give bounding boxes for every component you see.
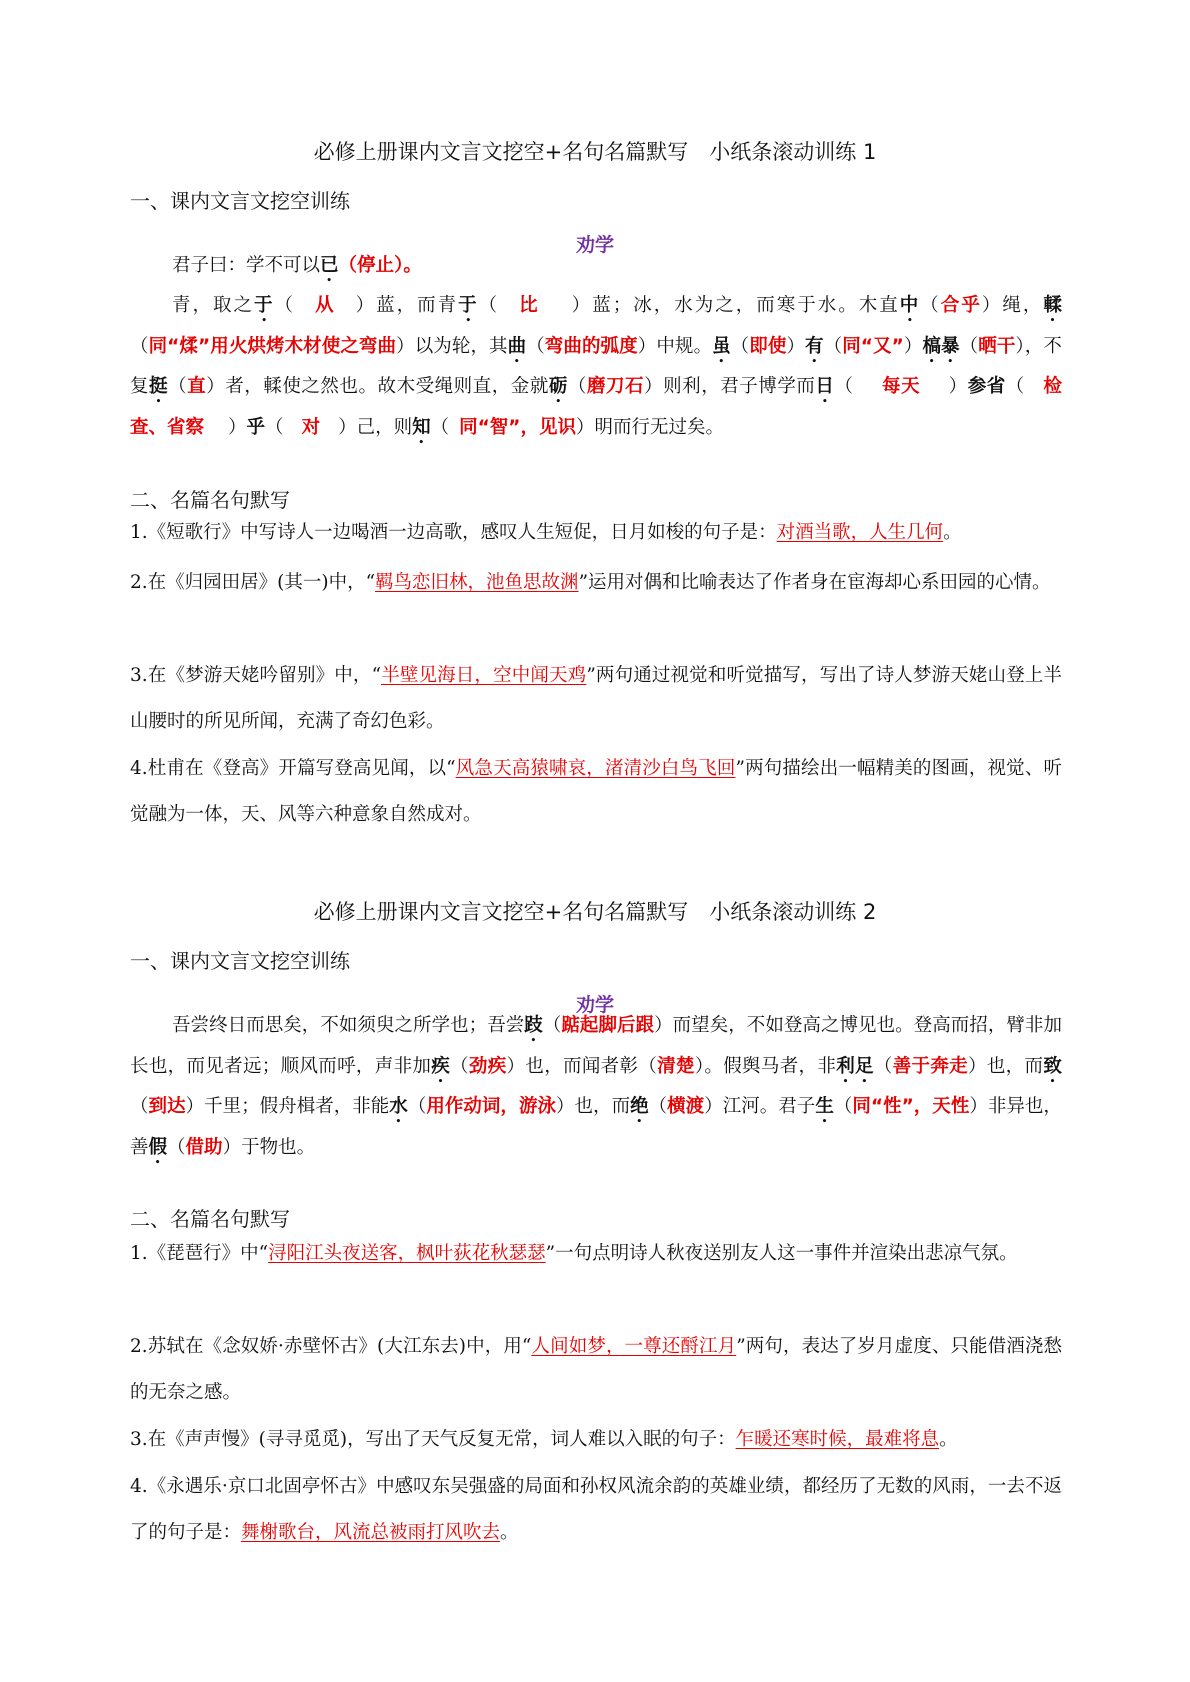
doc2-question-2: 2.苏轼在《念奴娇·赤壁怀古》(大江东去)中，用“人间如梦，一尊还酹江月”两句，表达了岁月虚度、只能借酒浇愁的无奈之感。 bbox=[130, 1336, 1062, 1403]
doc1-question-4: 4.杜甫在《登高》开篇写登高见闻，以“风急天高猿啸哀，渚清沙白鸟飞回”两句描绘出一幅精美的图画，视觉、听觉融为一体，天、风等六种意象自然成对。 bbox=[130, 758, 1062, 825]
answer-fill: 浔阳江头夜送客，枫叶荻花秋瑟瑟 bbox=[268, 1243, 546, 1264]
doc2-question-1: 1.《琵琶行》中“浔阳江头夜送客，枫叶荻花秋瑟瑟”一句点明诗人秋夜送别友人这一事件并渲染出悲凉气氛。 bbox=[130, 1243, 1018, 1264]
answer-fill: 人间如梦，一尊还酹江月 bbox=[531, 1336, 737, 1357]
answer-fill: 舞榭歌台，风流总被雨打风吹去 bbox=[241, 1522, 501, 1543]
doc2-section2-heading: 二、名篇名句默写 bbox=[130, 1207, 290, 1231]
doc2-section1-heading: 一、课内文言文挖空训练 bbox=[130, 949, 350, 973]
doc2-question-4: 4.《永遇乐·京口北固亭怀古》中感叹东吴强盛的局面和孙权风流余韵的英雄业绩，都经历了无数的风雨，一去不返了的句子是：舞榭歌台，风流总被雨打风吹去。 bbox=[130, 1476, 1062, 1543]
doc1-title: 必修上册课内文言文挖空+名句名篇默写 小纸条滚动训练 1 bbox=[313, 140, 877, 164]
answer-fill: 风急天高猿啸哀，渚清沙白鸟飞回 bbox=[455, 758, 736, 779]
doc1-question-2: 2.在《归园田居》(其一)中，“羁鸟恋旧林，池鱼思故渊”运用对偶和比喻表达了作者身在宦海却心系田园的心情。 bbox=[130, 572, 1051, 593]
doc2-passage: 吾尝终日而思矣，不如须臾之所学也；吾尝跂（踮起脚后跟）而望矣，不如登高之博见也。登高而招，臂非加长也，而见者远；顺风而呼，声非加疾（劲疾）也，而闻者彰（清楚）。假舆马者，非利足（善于奔走）也，而致（到达）千里；假舟楫者，非能水（用作动词，游泳）也，而绝（横渡）江河。君子生（同“性”，天性）非异也，善假（借助）于物也。 bbox=[130, 1015, 1062, 1158]
answer-fill: 半壁见海日，空中闻天鸡 bbox=[381, 665, 587, 686]
doc1-subtitle: 劝学 bbox=[575, 234, 614, 256]
answer-fill: 对酒当歌，人生几何 bbox=[776, 522, 944, 543]
doc1-passage-p2: 青，取之于（ 从 ）蓝，而青于（ 比 ）蓝；冰，水为之，而寒于水。木直中（合乎）绳，輮（同“煣”用火烘烤木材使之弯曲）以为轮，其曲（弯曲的弧度）中规。虽（即使）有（同“又”）槁暴（晒干），不复挺（直）者，輮使之然也。故木受绳则直，金就砺（磨刀石）则利，君子博学而日（ 每天 ）参省（ 检查、省察 ）乎（ 对 ）己，则知（ 同“智”，见识）明而行无过矣。 bbox=[130, 295, 1062, 438]
doc1-question-1: 1.《短歌行》中写诗人一边喝酒一边高歌，感叹人生短促，日月如梭的句子是：对酒当歌，人生几何。 bbox=[130, 522, 962, 543]
doc2-question-3: 3.在《声声慢》(寻寻觅觅)，写出了天气反复无常，词人难以入眠的句子：乍暖还寒时候，最难将息。 bbox=[130, 1429, 958, 1450]
doc1-passage-p1: 君子曰：学不可以已（停止）。 bbox=[172, 255, 422, 276]
doc2-title: 必修上册课内文言文挖空+名句名篇默写 小纸条滚动训练 2 bbox=[313, 900, 877, 924]
doc1-section2-heading: 二、名篇名句默写 bbox=[130, 488, 290, 512]
answer-fill: 乍暖还寒时候，最难将息 bbox=[735, 1429, 940, 1450]
doc2-subtitle: 劝学 bbox=[575, 994, 614, 1016]
doc1-question-3: 3.在《梦游天姥吟留别》中，“半壁见海日，空中闻天鸡”两句通过视觉和听觉描写，写出了诗人梦游天姥山登上半山腰时的所见所闻，充满了奇幻色彩。 bbox=[130, 665, 1062, 732]
doc1-section1-heading: 一、课内文言文挖空训练 bbox=[130, 189, 350, 213]
answer-fill: 羁鸟恋旧林，池鱼思故渊 bbox=[375, 572, 579, 593]
